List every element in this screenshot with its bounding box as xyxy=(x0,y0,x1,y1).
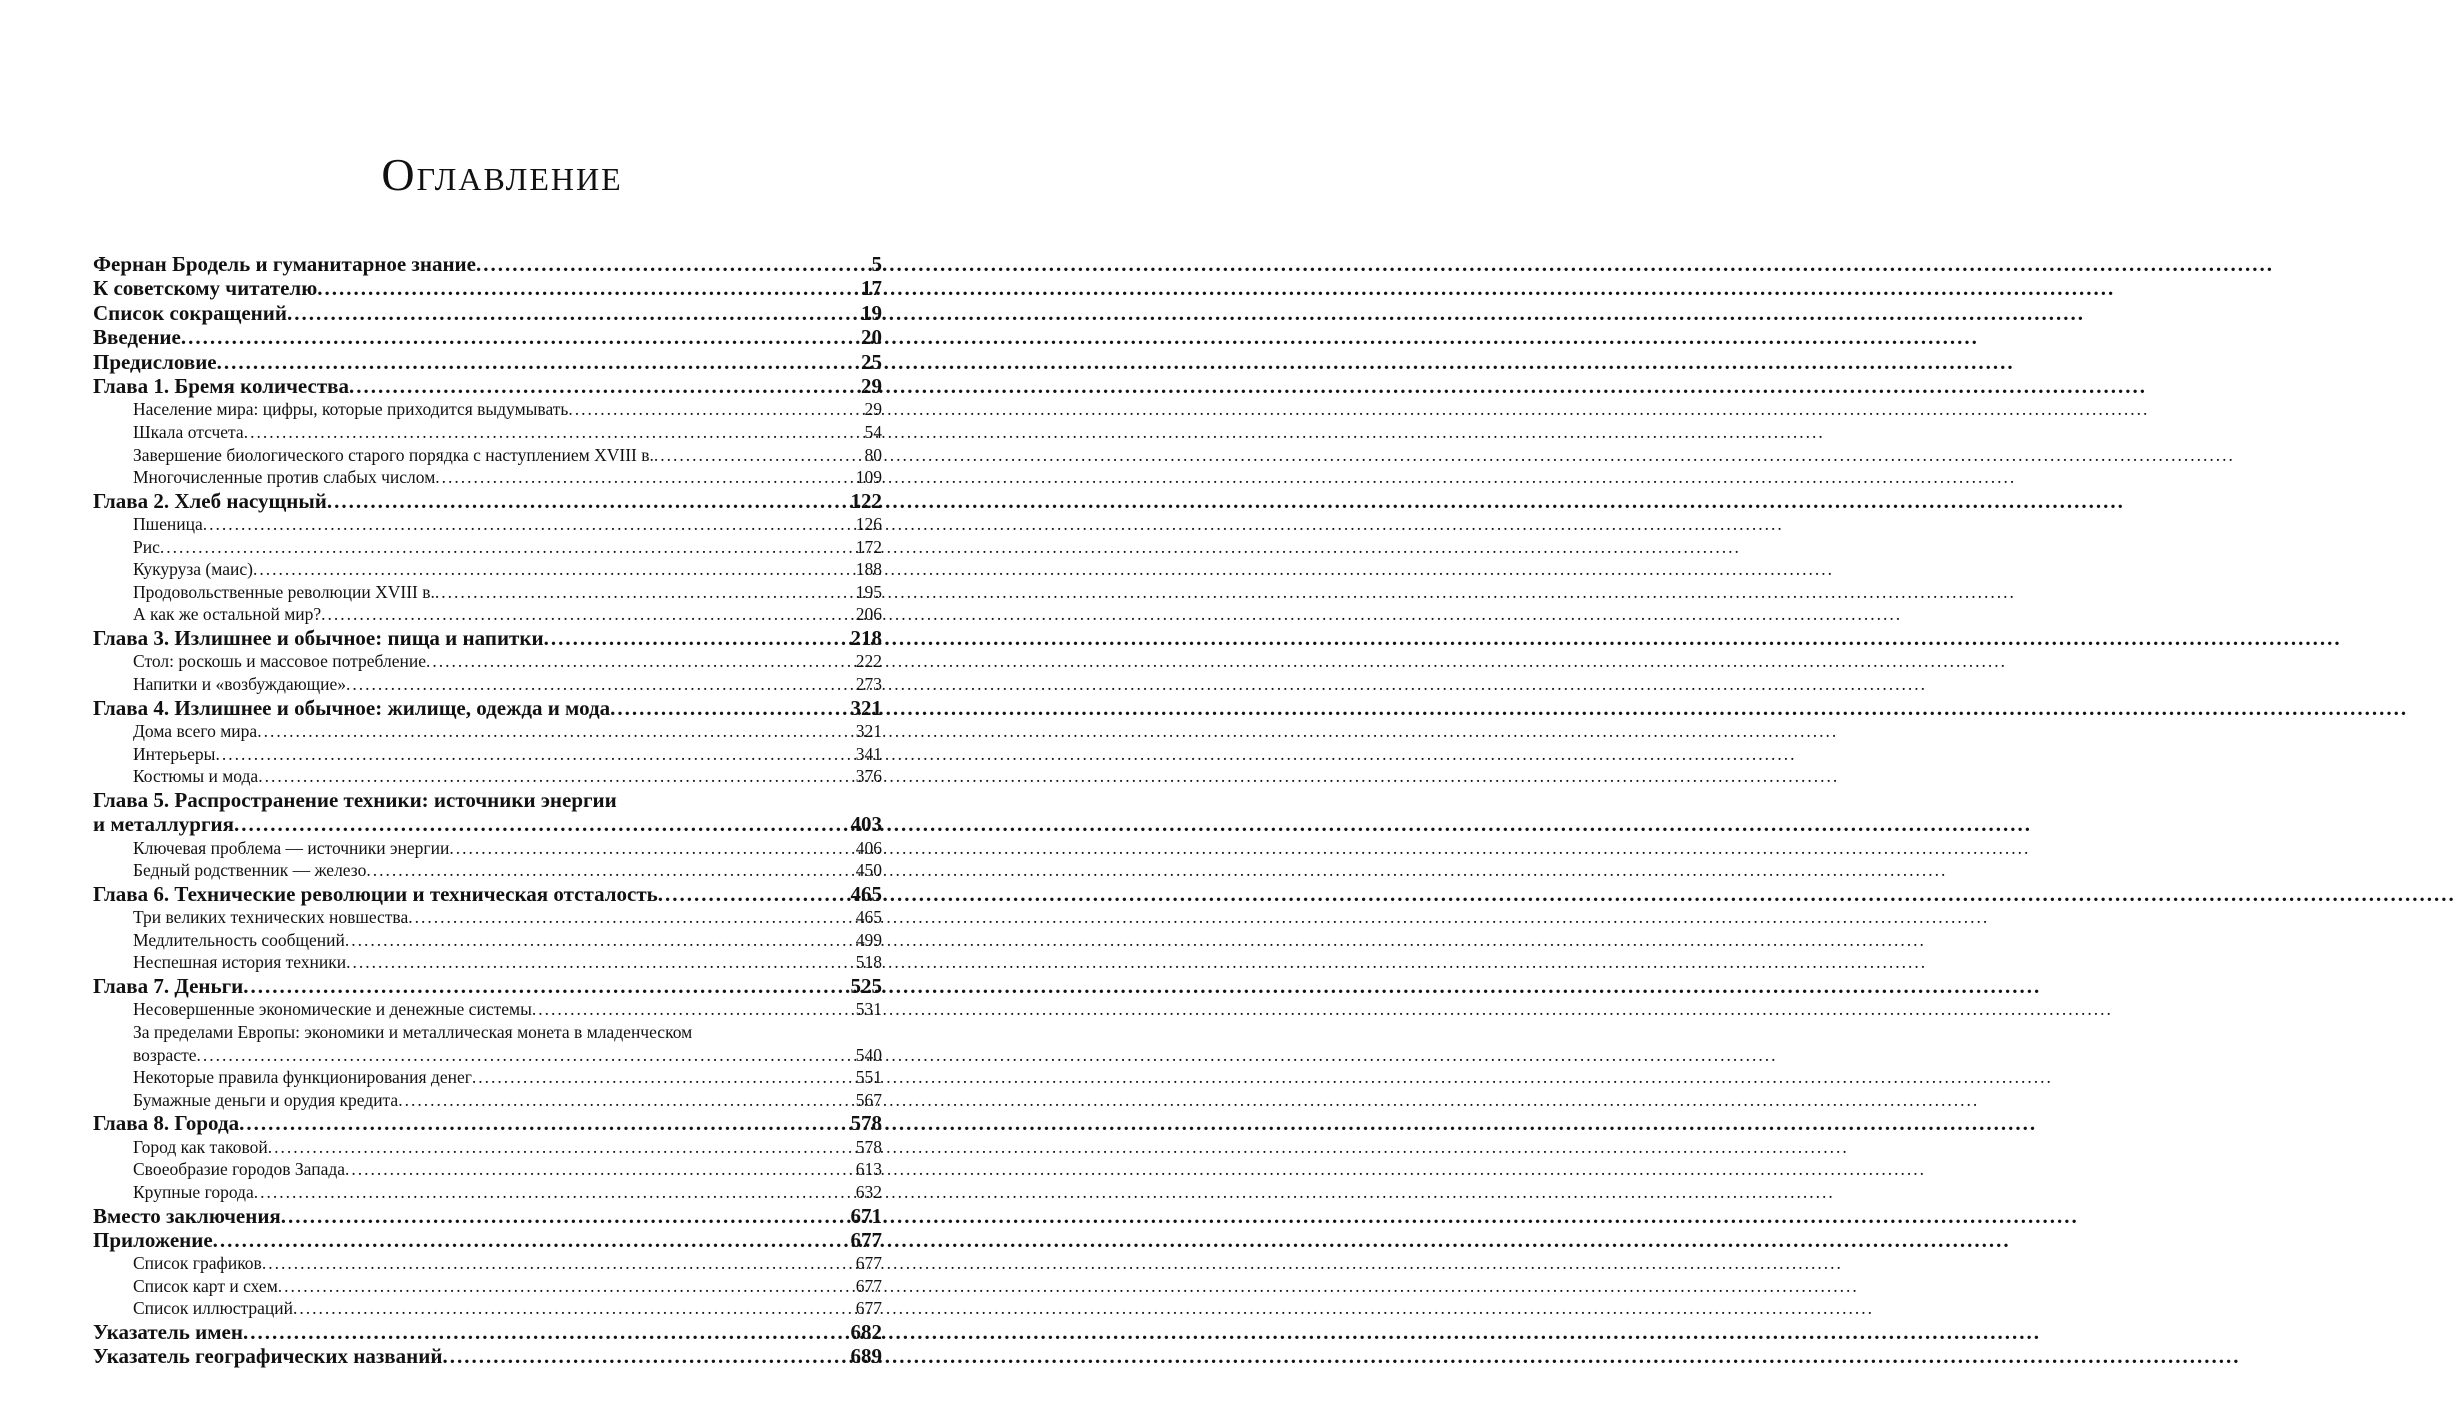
toc-page-number: 341 xyxy=(855,743,882,764)
toc-page-number: 206 xyxy=(855,604,882,625)
toc-section-entry[interactable] xyxy=(93,444,882,467)
toc-entry-label: Список иллюстраций xyxy=(133,1298,293,1319)
dot-leader xyxy=(239,1111,850,1135)
dot-leader xyxy=(244,421,865,444)
toc-section-entry[interactable] xyxy=(93,1297,882,1320)
toc-section-entry[interactable] xyxy=(93,1044,882,1067)
toc-page-number: 689 xyxy=(850,1344,882,1369)
table-of-contents xyxy=(93,252,882,1369)
toc-entry-label: Список графиков xyxy=(133,1253,262,1274)
toc-entry-label: Глава 3. Излишнее и обычное: пища и напитки xyxy=(93,626,544,651)
dot-leader xyxy=(346,673,856,696)
toc-entry-label: Стол: роскошь и массовое потребление xyxy=(133,651,426,672)
toc-section-entry[interactable] xyxy=(93,1136,882,1159)
toc-entry-label: Бумажные деньги и орудия кредита xyxy=(133,1089,399,1110)
toc-entry-label: Рис xyxy=(133,536,160,557)
toc-entry-label: Несовершенные экономические и денежные системы xyxy=(133,999,532,1020)
toc-section-entry[interactable] xyxy=(93,1089,882,1112)
toc-chapter-entry[interactable] xyxy=(93,1111,882,1135)
toc-entry-label: Глава 5. Распространение техники: источники энергии xyxy=(93,787,617,812)
dot-leader xyxy=(257,720,856,743)
toc-entry-label: Завершение биологического старого порядка с наступлением XVIII в. xyxy=(133,444,654,465)
dot-leader xyxy=(293,1297,856,1320)
toc-entry-label: Неспешная история техники xyxy=(133,952,347,973)
toc-entry-label: Дома всего мира xyxy=(133,721,258,742)
dot-leader xyxy=(442,1344,850,1368)
dot-leader xyxy=(327,489,851,513)
toc-entry-label: Фернан Бродель и гуманитарное знание xyxy=(93,252,476,276)
dot-leader xyxy=(476,252,872,276)
dot-leader xyxy=(197,1044,856,1067)
toc-entry-label: Бедный родственник — железо xyxy=(133,860,367,881)
dot-leader xyxy=(217,350,861,374)
toc-page-number: 54 xyxy=(864,421,882,442)
toc-page-number: 406 xyxy=(855,837,882,858)
dot-leader xyxy=(243,1320,851,1344)
toc-page-number: 518 xyxy=(855,952,882,973)
toc-entry-label: Указатель географических названий xyxy=(93,1344,443,1369)
toc-section-entry[interactable] xyxy=(93,536,882,559)
toc-page-number: 567 xyxy=(855,1089,882,1110)
toc-page-number: 126 xyxy=(855,514,882,535)
toc-page-number: 677 xyxy=(850,1227,882,1252)
toc-section-entry[interactable] xyxy=(93,720,882,743)
dot-leader xyxy=(346,951,856,974)
dot-leader xyxy=(321,603,856,626)
toc-entry-label: и металлургия xyxy=(93,812,234,837)
toc-page-number: 376 xyxy=(855,766,882,787)
book-page xyxy=(0,0,1004,1425)
dot-leader xyxy=(435,581,856,604)
toc-page-number: 465 xyxy=(850,881,882,906)
toc-page-number: 677 xyxy=(855,1298,882,1319)
dot-leader xyxy=(366,859,855,882)
toc-section-entry[interactable] xyxy=(93,743,882,766)
toc-page-number: 613 xyxy=(855,1159,882,1180)
toc-entry-label: Напитки и «возбуждающие» xyxy=(133,674,347,695)
toc-chapter-entry[interactable] xyxy=(93,788,882,812)
toc-section-entry[interactable] xyxy=(93,1021,882,1044)
toc-section-entry[interactable] xyxy=(93,581,882,604)
dot-leader xyxy=(287,301,861,325)
toc-entry-label: Глава 2. Хлеб насущный xyxy=(93,488,327,513)
toc-page-number: 5 xyxy=(871,252,882,276)
toc-entry-label: К советскому читателю xyxy=(93,276,318,301)
toc-section-entry[interactable] xyxy=(93,1181,882,1204)
toc-page-number: 195 xyxy=(855,581,882,602)
toc-entry-label: Глава 6. Технические революции и техническая отсталость xyxy=(93,881,658,906)
toc-section-entry[interactable] xyxy=(93,673,882,696)
toc-chapter-entry[interactable] xyxy=(93,696,882,720)
dot-leader xyxy=(262,1252,856,1275)
toc-chapter-entry[interactable] xyxy=(93,374,882,398)
toc-chapter-entry[interactable] xyxy=(93,252,882,276)
toc-page-number: 632 xyxy=(855,1181,882,1202)
toc-section-entry[interactable] xyxy=(93,650,882,673)
toc-page-number: 321 xyxy=(855,721,882,742)
toc-page-number: 671 xyxy=(850,1203,882,1228)
dot-leader xyxy=(568,398,864,421)
toc-page-number: 188 xyxy=(855,559,882,580)
toc-section-entry[interactable] xyxy=(93,398,882,421)
dot-leader xyxy=(532,998,856,1021)
toc-section-entry[interactable] xyxy=(93,421,882,444)
toc-page-number: 499 xyxy=(855,929,882,950)
toc-chapter-entry[interactable] xyxy=(93,489,882,513)
toc-entry-label: Вместо заключения xyxy=(93,1203,281,1228)
dot-leader xyxy=(408,906,856,929)
dot-leader xyxy=(243,974,850,998)
toc-section-entry[interactable] xyxy=(93,558,882,581)
toc-entry-label: Население мира: цифры, которые приходится выдумывать xyxy=(133,399,569,420)
toc-entry-label: Многочисленные против слабых числом xyxy=(133,467,436,488)
toc-chapter-entry[interactable] xyxy=(93,276,882,300)
toc-page-number: 19 xyxy=(861,300,882,325)
toc-page-number: 222 xyxy=(855,651,882,672)
dot-leader xyxy=(345,1158,856,1181)
toc-entry-label: Продовольственные революции XVIII в. xyxy=(133,581,435,602)
toc-chapter-entry[interactable] xyxy=(93,1204,882,1228)
toc-page-number: 122 xyxy=(850,488,882,513)
toc-section-entry[interactable] xyxy=(93,837,882,860)
toc-page-number: 540 xyxy=(855,1044,882,1065)
toc-page-number: 551 xyxy=(855,1067,882,1088)
toc-entry-label: Указатель имен xyxy=(93,1320,243,1345)
toc-section-entry[interactable] xyxy=(93,1158,882,1181)
toc-chapter-entry[interactable] xyxy=(93,350,882,374)
dot-leader xyxy=(426,650,856,673)
toc-page-number: 682 xyxy=(850,1320,882,1345)
dot-leader xyxy=(435,466,855,489)
dot-leader xyxy=(254,1181,856,1204)
toc-page-number: 578 xyxy=(855,1136,882,1157)
toc-entry-label: Глава 1. Бремя количества xyxy=(93,373,349,398)
dot-leader xyxy=(215,743,855,766)
toc-page-number: 273 xyxy=(855,674,882,695)
toc-page-number: 525 xyxy=(850,973,882,998)
toc-section-entry[interactable] xyxy=(93,1066,882,1089)
toc-chapter-entry[interactable] xyxy=(93,325,882,349)
toc-chapter-entry[interactable] xyxy=(93,1320,882,1344)
toc-entry-label: Приложение xyxy=(93,1227,213,1252)
toc-section-entry[interactable] xyxy=(93,929,882,952)
toc-page-number: 17 xyxy=(861,276,882,301)
toc-entry-label: Глава 8. Города xyxy=(93,1111,240,1136)
toc-entry-label: Три великих технических новшества xyxy=(133,907,409,928)
toc-page-number: 172 xyxy=(855,536,882,557)
dot-leader xyxy=(281,1204,851,1228)
dot-leader xyxy=(268,1136,856,1159)
toc-page-number: 450 xyxy=(855,860,882,881)
toc-chapter-entry[interactable] xyxy=(93,974,882,998)
toc-page-number: 29 xyxy=(864,399,882,420)
toc-page-number: 403 xyxy=(850,812,882,837)
dot-leader xyxy=(181,325,861,349)
toc-entry-label: Интерьеры xyxy=(133,743,216,764)
toc-entry-label: Город как таковой xyxy=(133,1136,268,1157)
toc-page-number: 25 xyxy=(861,349,882,374)
toc-entry-label: Список сокращений xyxy=(93,300,287,325)
toc-entry-label: Кукуруза (маис) xyxy=(133,559,253,580)
toc-section-entry[interactable] xyxy=(93,603,882,626)
dot-leader xyxy=(349,374,861,398)
dot-leader xyxy=(253,558,856,581)
toc-section-entry[interactable] xyxy=(93,1275,882,1298)
toc-page-number: 321 xyxy=(850,695,882,720)
dot-leader xyxy=(658,882,851,906)
dot-leader xyxy=(610,696,850,720)
toc-entry-label: Пшеница xyxy=(133,514,203,535)
toc-chapter-entry[interactable] xyxy=(93,812,882,836)
toc-section-entry[interactable] xyxy=(93,1252,882,1275)
toc-chapter-entry[interactable] xyxy=(93,626,882,650)
toc-entry-label: Глава 7. Деньги xyxy=(93,973,244,998)
toc-page-number: 20 xyxy=(861,325,882,350)
toc-page-number: 29 xyxy=(861,373,882,398)
toc-section-entry[interactable] xyxy=(93,906,882,929)
toc-section-entry[interactable] xyxy=(93,951,882,974)
toc-section-entry[interactable] xyxy=(93,466,882,489)
toc-page-number: 677 xyxy=(855,1253,882,1274)
dot-leader xyxy=(345,929,856,952)
dot-leader xyxy=(160,536,856,559)
dot-leader xyxy=(278,1275,856,1298)
dot-leader xyxy=(472,1066,856,1089)
toc-chapter-entry[interactable] xyxy=(93,1344,882,1368)
dot-leader xyxy=(654,444,865,467)
toc-entry-label: Шкала отсчета xyxy=(133,421,244,442)
page-title: Оглавление xyxy=(381,149,623,200)
toc-entry-label: Некоторые правила функционирования денег xyxy=(133,1067,472,1088)
dot-leader xyxy=(234,812,851,836)
toc-section-entry[interactable] xyxy=(93,513,882,536)
dot-leader xyxy=(213,1228,851,1252)
toc-page-number: 109 xyxy=(855,467,882,488)
dot-leader xyxy=(544,626,851,650)
toc-entry-label: Крупные города xyxy=(133,1181,254,1202)
toc-entry-label: Список карт и схем xyxy=(133,1275,278,1296)
dot-leader xyxy=(203,513,856,536)
toc-entry-label: возрасте xyxy=(133,1044,197,1065)
toc-page-number: 677 xyxy=(855,1275,882,1296)
toc-page-number: 218 xyxy=(850,626,882,651)
toc-page-number: 531 xyxy=(855,999,882,1020)
toc-entry-label: Ключевая проблема — источники энергии xyxy=(133,837,450,858)
toc-entry-label: Предисловие xyxy=(93,349,217,374)
toc-entry-label: Глава 4. Излишнее и обычное: жилище, одежда и мода xyxy=(93,695,611,720)
toc-section-entry[interactable] xyxy=(93,998,882,1021)
toc-entry-label: А как же остальной мир? xyxy=(133,604,322,625)
toc-entry-label: Введение xyxy=(93,325,181,350)
toc-chapter-entry[interactable] xyxy=(93,301,882,325)
toc-page-number: 465 xyxy=(855,907,882,928)
toc-entry-label: Своеобразие городов Запада xyxy=(133,1159,346,1180)
toc-entry-label: За пределами Европы: экономики и металлическая монета в младенческом xyxy=(133,1021,693,1042)
toc-entry-label: Медлительность сообщений xyxy=(133,929,345,950)
toc-chapter-entry[interactable] xyxy=(93,1228,882,1252)
toc-page-number: 578 xyxy=(850,1111,882,1136)
dot-leader xyxy=(258,765,856,788)
toc-page-number: 80 xyxy=(864,444,882,465)
dot-leader xyxy=(317,276,861,300)
dot-leader xyxy=(449,837,855,860)
toc-entry-label: Костюмы и мода xyxy=(133,766,259,787)
toc-section-entry[interactable] xyxy=(93,765,882,788)
dot-leader xyxy=(398,1089,856,1112)
toc-chapter-entry[interactable] xyxy=(93,882,882,906)
toc-section-entry[interactable] xyxy=(93,859,882,882)
